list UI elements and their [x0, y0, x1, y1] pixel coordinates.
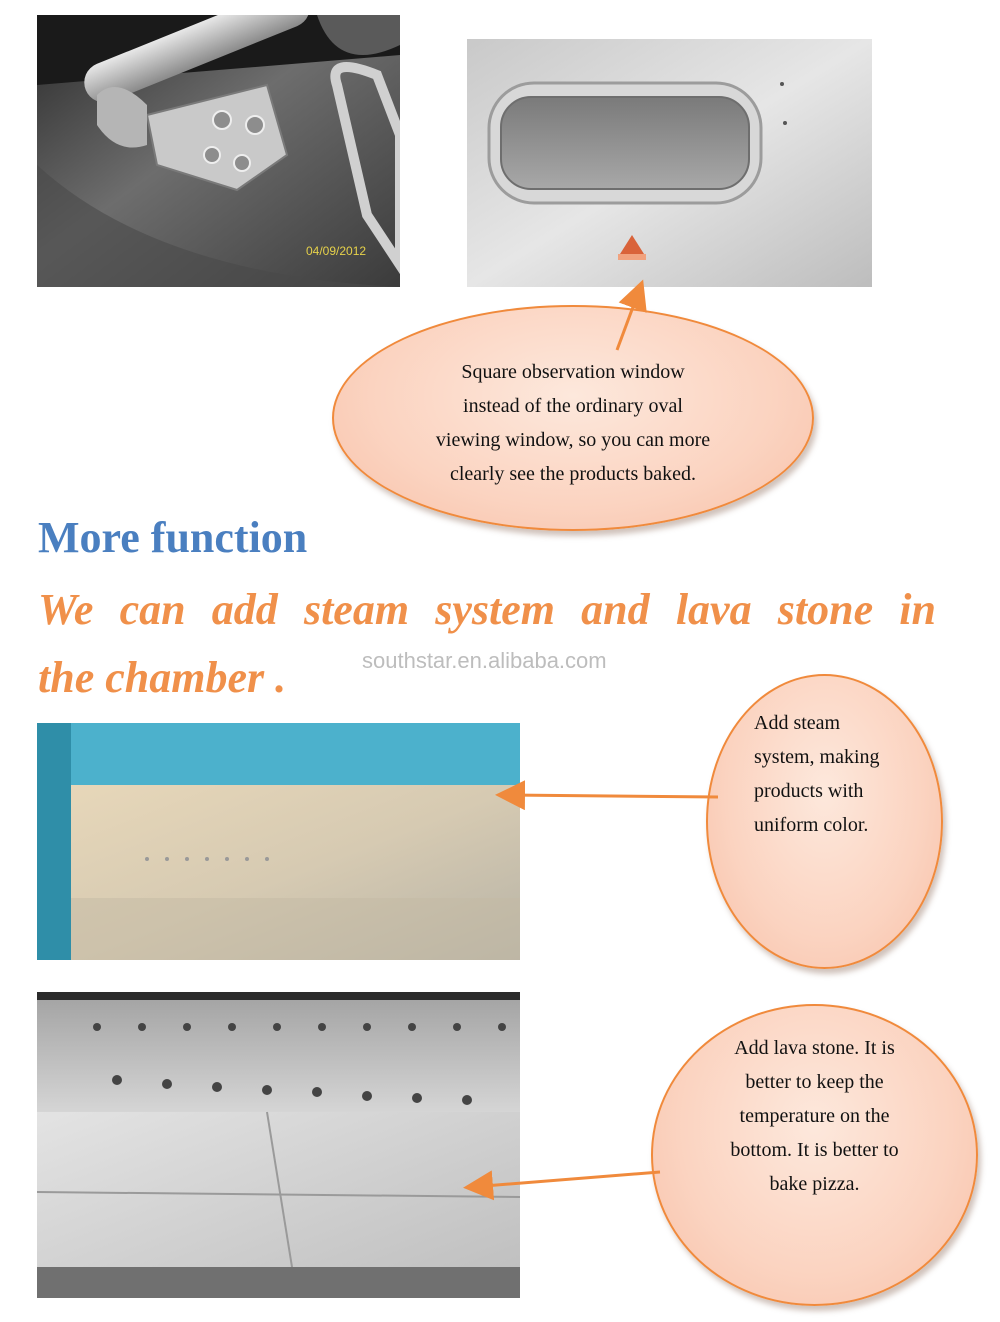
window-callout [332, 305, 814, 531]
callout-line: Square observation window [461, 361, 685, 383]
callout-line: viewing window, so you can more [435, 429, 711, 451]
callout-line: bake pizza. [769, 1173, 860, 1195]
lava-callout [651, 1004, 978, 1306]
callout-line: Add steam [754, 712, 841, 734]
steam-system-photo [37, 723, 520, 960]
section-title: More function [38, 513, 308, 562]
callout-line: bottom. It is better to [730, 1139, 899, 1161]
callout-line: clearly see the products baked. [449, 463, 696, 485]
lava-stone-photo [37, 992, 520, 1298]
steam-callout [706, 674, 943, 969]
callout-line: better to keep the [745, 1071, 884, 1093]
callout-line: products with [754, 780, 864, 802]
callout-line: Add lava stone. It is [734, 1037, 895, 1059]
callout-line: system, making [754, 746, 880, 768]
date-stamp: 04/09/2012 [306, 244, 367, 258]
subtitle-line-2: the chamber . [38, 653, 287, 702]
steam-arrow [504, 795, 718, 797]
callout-line: instead of the ordinary oval [463, 395, 683, 417]
watermark: southstar.en.alibaba.com [362, 648, 607, 673]
observation-window-photo [467, 39, 872, 287]
callout-line: uniform color. [754, 814, 869, 836]
callout-line: temperature on the [739, 1105, 890, 1127]
subtitle-line-1: We can add steam system and lava stone in [38, 585, 936, 634]
